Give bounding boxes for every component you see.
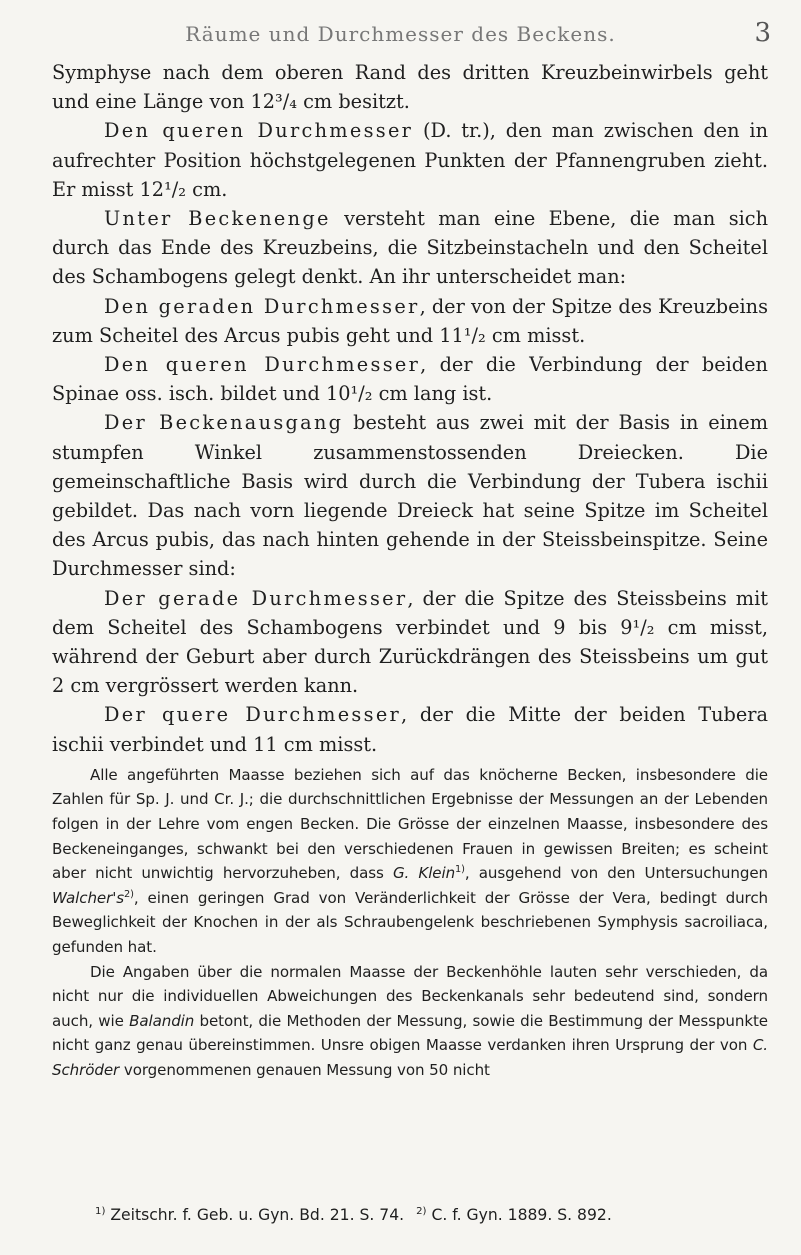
footnote-ref: 1) xyxy=(455,864,465,876)
footnote-mark: 1) xyxy=(95,1205,106,1217)
paragraph-querer-durchmesser xyxy=(52,116,768,204)
paragraph-text: , der die Spitze des Steissbeins mit dem Scheitel des Schambogens verbindet und 9 bis 9¹/₂ cm misst, während der Geburt aber durch Zurückdrängen des Steissbeins um gut 2 cm vergrössert werden kann. xyxy=(52,586,769,698)
small-print-notes xyxy=(52,763,768,1083)
paragraph-text: (D. tr.), den man zwischen den in aufrechter Position höchstgelegenen Punkten der Pfannengruben zieht. Er misst 12¹/₂ cm. xyxy=(52,119,768,201)
paragraph-text: , der die Mitte der beiden Tubera ischii verbindet und 11 cm misst. xyxy=(52,703,768,756)
footnotes xyxy=(95,1206,775,1224)
paragraph-text: besteht aus zwei mit der Basis in einem stumpfen Winkel zusammenstossenden Dreiecken. Die gemeinschaftliche Basis wird durch die Verbindung der Tubera ischii gebildet. Das nach vorn liegende Dreieck hat seine Spitze im Scheitel des Arcus pubis, das nach hinten gehende in der Steissbeinspitze. Seine Durchmesser sind: xyxy=(52,411,768,581)
author-name: G. Klein xyxy=(392,864,456,883)
author-name: Walcher's xyxy=(52,888,125,907)
paragraph-text: Symphyse nach dem oberen Rand des dritten Kreuzbeinwirbels geht und eine Länge von 12³/₄ cm besitzt. xyxy=(52,61,768,114)
paragraph-gerader-durchmesser xyxy=(52,292,768,350)
note-paragraph-angaben xyxy=(52,960,768,1083)
note-text: , ausgehend von den Untersuchungen xyxy=(464,864,768,883)
footnote-text: Zeitschr. f. Geb. u. Gyn. Bd. 21. S. 74. xyxy=(105,1206,405,1224)
footnote-ref: 2) xyxy=(124,888,134,900)
paragraph-symphyse xyxy=(52,58,768,116)
main-text xyxy=(52,58,768,1083)
running-title: Räume und Durchmesser des Beckens. xyxy=(185,22,616,46)
author-name: C. Schröder xyxy=(52,1036,768,1079)
note-text: vorgenommenen genauen Messung von 50 nicht xyxy=(119,1061,490,1079)
page-header xyxy=(0,8,801,48)
note-text: betont, die Methoden der Messung, sowie die Bestimmung der Messpunkte nicht ganz genau übereinstimmen. Unsre obigen Maasse verdanken ihren Ursprung der von xyxy=(52,1011,768,1055)
term-heading: Der Beckenausgang xyxy=(104,411,344,435)
note-text: , einen geringen Grad von Veränderlichkeit der Grösse der Vera, bedingt durch Beweglichkeit der Knochen in der als Schraubengelenk beschriebenen Symphysis sacroiliaca, gefunden hat. xyxy=(52,888,768,957)
note-paragraph-maasse xyxy=(52,763,768,960)
paragraph-beckenausgang xyxy=(52,408,768,583)
paragraph-gerader-durchmesser-ausgang xyxy=(52,584,768,701)
footnote-mark: 2) xyxy=(416,1205,427,1217)
term-heading: Den geraden Durchmesser xyxy=(104,294,420,318)
author-name: Balandin xyxy=(129,1011,195,1030)
term-heading: Der quere Durchmesser xyxy=(104,703,402,727)
term-heading: Den queren Durchmesser xyxy=(104,353,421,377)
paragraph-text: versteht man eine Ebene, die man sich durch das Ende des Kreuzbeins, die Sitzbeinstacheln und den Scheitel des Schambogens gelegt denkt. An ihr unterscheidet man: xyxy=(52,207,768,289)
paragraph-text: , der die Verbindung der beiden Spinae oss. isch. bildet und 10¹/₂ cm lang ist. xyxy=(52,353,768,406)
note-text: Die Angaben über die normalen Maasse der Beckenhöhle lauten sehr verschieden, da nicht nur die individuellen Abweichungen des Beckenkanals sehr bedeutend sind, sondern auch, wie xyxy=(52,962,768,1030)
note-text: Alle angeführten Maasse beziehen sich auf das knöcherne Becken, insbesondere die Zahlen für Sp. J. und Cr. J.; die durchschnittlichen Ergebnisse der Messungen an der Lebenden folgen in der Lehre vom engen Becken. Die Grösse der einzelnen Maasse, insbesondere des Beckeneinganges, schwankt bei den verschiedenen Frauen in gewissen Breiten; es scheint aber nicht unwichtig hervorzuheben, dass xyxy=(52,765,768,883)
paragraph-text: , der von der Spitze des Kreuzbeins zum Scheitel des Arcus pubis geht und 11¹/₂ cm misst. xyxy=(52,294,768,347)
paragraph-querer-durchmesser-ausgang xyxy=(52,700,768,758)
term-heading: Unter Beckenenge xyxy=(104,207,331,231)
paragraph-querer-durchmesser-enge xyxy=(52,350,768,408)
term-heading: Der gerade Durchmesser xyxy=(104,586,408,610)
paragraph-beckenenge xyxy=(52,204,768,292)
footnote-text: C. f. Gyn. 1889. S. 892. xyxy=(426,1206,612,1224)
page-number: 3 xyxy=(754,18,771,48)
term-heading: Den queren Durchmesser xyxy=(104,119,414,143)
